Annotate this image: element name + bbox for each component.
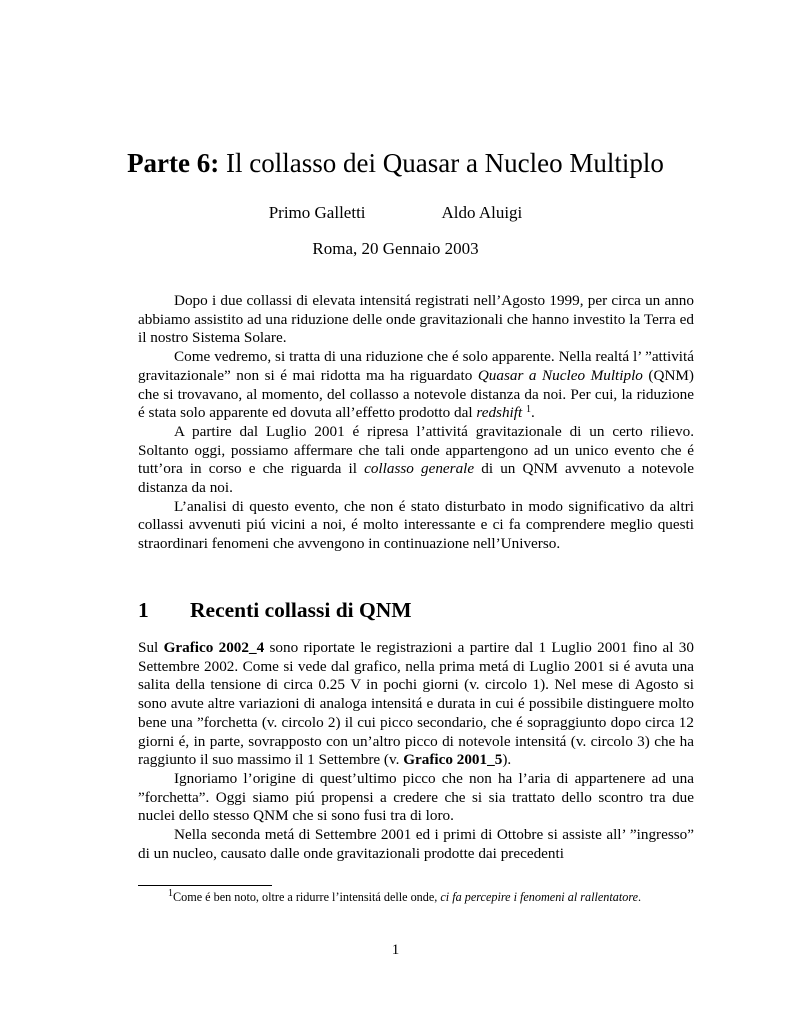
author-1: Primo Galletti (268, 203, 366, 222)
section-paragraph-2: Ignoriamo l’origine di quest’ultimo picco che non ha l’aria di appartenere ad una ”forchetta”. Oggi siamo piú propensi a credere che si sia trattato dello scontro tra due nuclei dello stesso QNM che si sono fusi tra di loro. (138, 769, 694, 825)
section-1-body (138, 639, 694, 863)
intro-section (138, 292, 694, 554)
section-paragraph-1: Sul Grafico 2002_4 sono riportate le registrazioni a partire dal 1 Luglio 2001 fino al 30 Settembre 2002. Come si vede dal grafico, nella prima metá di Luglio 2001 si é avuta una salita della tensione di circa 0.25 V in pochi giorni (v. circolo 1). Nel mese di Agosto si sono avute altre variazioni di analoga intensitá e durata in cui é possibile distinguere molto bene una ”forchetta (v. circolo 2) il cui picco secondario, che é sopraggiunto dopo circa 12 giorni é, in parte, sovrapposto con un’altro picco di notevole intensitá (v. circolo 3) che ha raggiunto il suo massimo il 1 Settembre (v. Grafico 2001_5). (138, 639, 694, 769)
graph-ref-2001-5: Grafico 2001_5 (403, 751, 503, 769)
intro-paragraph-1: Dopo i due collassi di elevata intensitá registrati nell’Agosto 1999, per circa un anno abbiamo assistito ad una riduzione delle onde gravitazionali che hanno investito la Terra ed il nostro Sistema Solare. (138, 292, 694, 347)
section-number: 1 (138, 598, 149, 622)
footnote-mark: 1 (168, 888, 173, 899)
authors (0, 202, 791, 224)
intro-paragraph-4: L’analisi di questo evento, che non é stato disturbato in modo significativo da altri collassi avvenuti piú vicini a noi, é molto interessante e ci fa comprendere meglio questi straordinari fenomeni che avvengono in continuazione nell’Universo. (138, 497, 694, 553)
footnote-rule (138, 885, 272, 886)
title-text: Il collasso dei Quasar a Nucleo Multiplo (226, 148, 664, 178)
graph-ref-2002-4: Grafico 2002_4 (163, 639, 265, 656)
footnote: $^1$Come é ben noto, oltre a ridurre l’intensitá delle onde, ci fa percepire i fenomeni al rallentatore. (168, 888, 642, 904)
title-part-label: Parte 6: (127, 148, 220, 178)
intro-paragraph-2: Come vedremo, si tratta di una riduzione che é solo apparente. Nella realtá l’ ”attivitá gravitazionale” non si é mai ridotta ma ha riguardato Quasar a Nucleo Multiplo (QNM) che si trovavano, al momento, del collasso a notevole distanza da noi. Per cui, la riduzione é stata solo apparente ed dovuta all’effetto prodotto dal redshift $^1$. (138, 348, 694, 422)
intro-paragraph-3: A partire dal Luglio 2001 é ripresa l’attivitá gravitazionale di un certo rilievo. Soltanto oggi, possiamo affermare che tali onde appartengono ad un unico evento che é tutt’ora in corso e che riguarda il collasso generale di un QNM avvenuto a notevole distanza da noi. (138, 422, 694, 497)
date: Roma, 20 Gennaio 2003 (312, 239, 479, 258)
section-title: Recenti collassi di QNM (190, 598, 412, 622)
footnote-emphasis: ci fa percepire i fenomeni al rallentatore (440, 890, 639, 904)
page-title (0, 146, 791, 180)
emphasis-qnm: Quasar a Nucleo Multiplo (477, 366, 643, 384)
page-number: 1 (391, 942, 400, 958)
emphasis-redshift: redshift (476, 404, 523, 422)
author-2: Aldo Aluigi (441, 203, 523, 222)
section-heading (138, 596, 412, 624)
footnote-ref[interactable]: 1 (526, 404, 532, 416)
emphasis-collasso: collasso generale (364, 460, 475, 478)
section-paragraph-3: Nella seconda metá di Settembre 2001 ed i primi di Ottobre si assiste all’ ”ingresso” di un nucleo, causato dalle onde gravitazionali prodotte dai precedenti (138, 826, 694, 862)
